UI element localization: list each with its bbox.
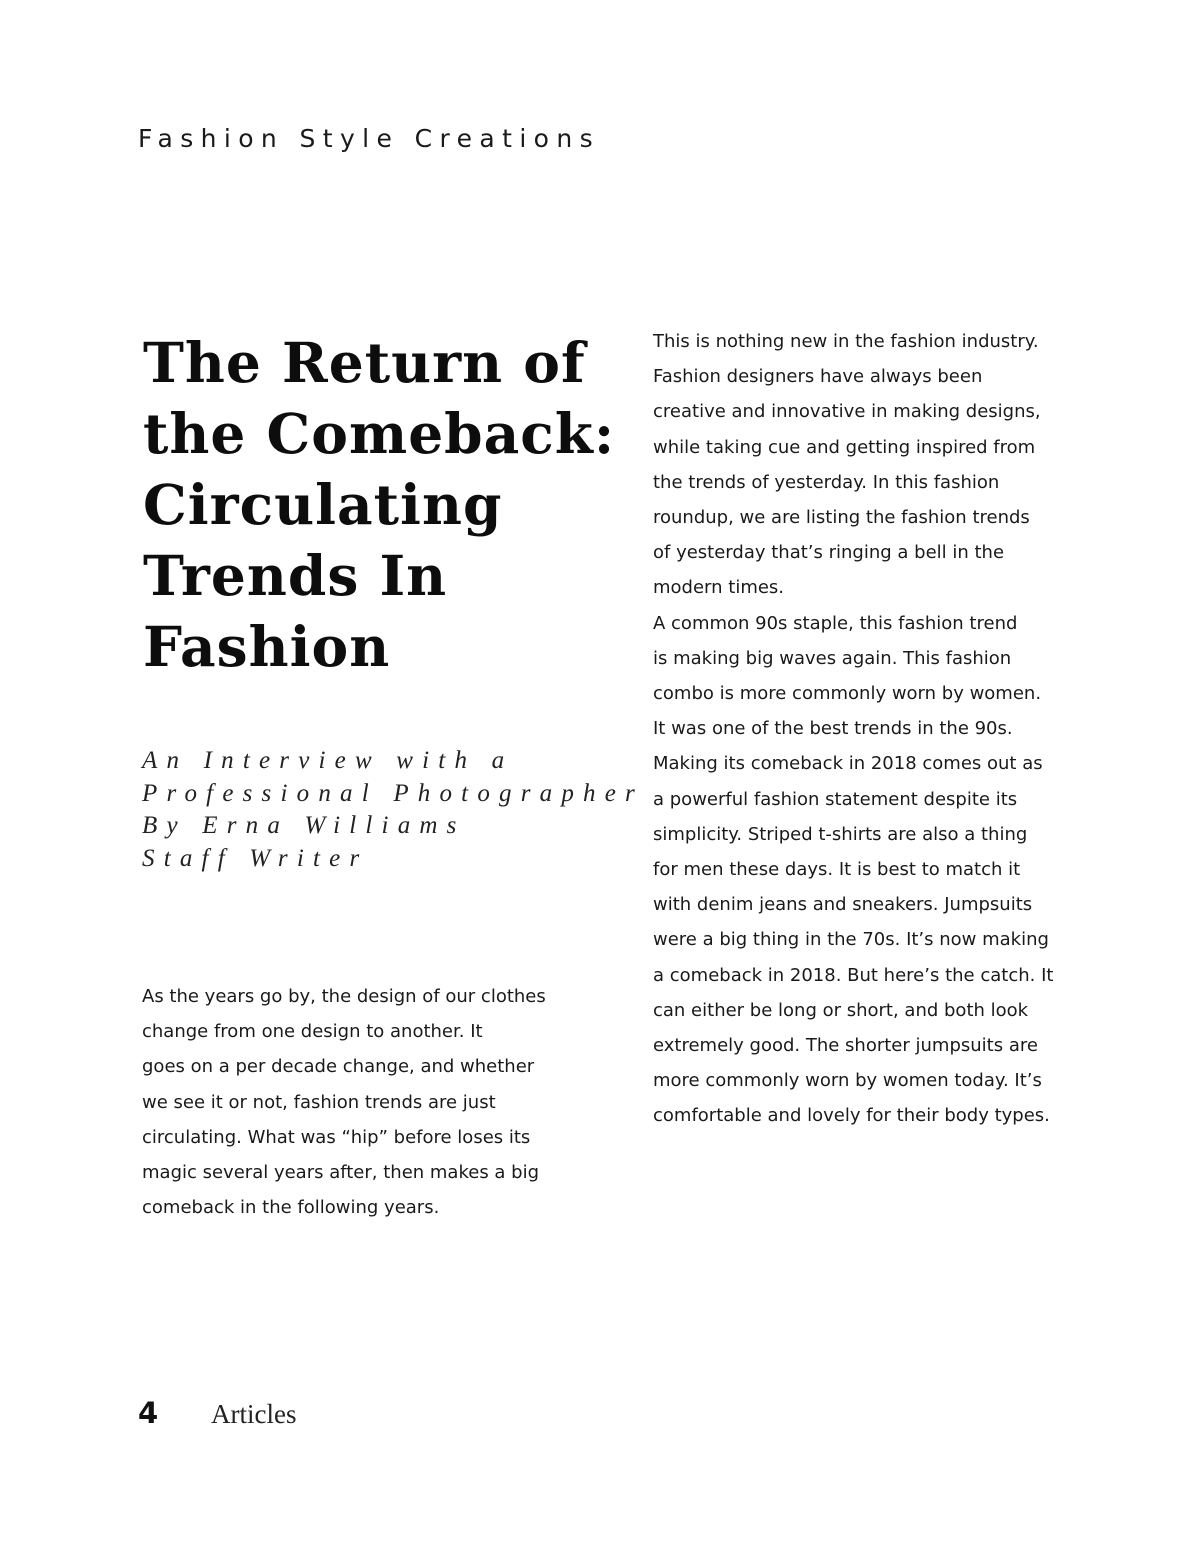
subtitle-line: An Interview with a <box>142 747 514 774</box>
text-line: the trends of yesterday. In this fashion <box>653 471 1000 493</box>
text-line: for men these days. It is best to match it <box>653 859 1021 881</box>
text-line: This is nothing new in the fashion industry. <box>653 331 1039 352</box>
text-line: is making big waves again. This fashion <box>653 647 1012 669</box>
text-line: roundup, we are listing the fashion trends <box>653 507 1030 529</box>
text-line: were a big thing in the 70s. It’s now making <box>653 929 1049 951</box>
text-line: can either be long or short, and both look <box>653 999 1029 1021</box>
text-line: Making its comeback in 2018 comes out as <box>653 753 1043 775</box>
text-line: circulating. What was “hip” before loses its <box>142 1126 531 1148</box>
text-line: comfortable and lovely for their body types. <box>653 1105 1050 1127</box>
title-line: the Comeback: <box>143 401 616 466</box>
text-line: a powerful fashion statement despite its <box>653 788 1018 810</box>
text-line: Fashion designers have always been <box>653 366 983 388</box>
text-line: extremely good. The shorter jumpsuits are <box>653 1035 1038 1057</box>
article-title <box>143 327 615 682</box>
right-column <box>653 324 1053 1134</box>
text-line: A common 90s staple, this fashion trend <box>653 612 1018 634</box>
text-line: It was one of the best trends in the 90s. <box>653 718 1013 740</box>
author-role-line: Staff Writer <box>142 844 369 872</box>
article-subtitle <box>142 745 644 875</box>
text-line: a comeback in 2018. But here’s the catch. It <box>653 964 1054 986</box>
page-number: 4 <box>138 1396 159 1430</box>
title-line: Fashion <box>143 614 391 679</box>
intro-paragraph <box>142 979 546 1225</box>
title-line: Circulating <box>143 472 503 537</box>
text-line: As the years go by, the design of our clothes <box>142 986 546 1007</box>
text-line: we see it or not, fashion trends are just <box>142 1091 496 1113</box>
text-line: simplicity. Striped t-shirts are also a thing <box>653 823 1028 845</box>
text-line: modern times. <box>653 577 785 599</box>
text-line: with denim jeans and sneakers. Jumpsuits <box>653 894 1033 916</box>
subtitle-line: Professional Photographer <box>142 779 644 807</box>
author-line: By Erna Williams <box>142 812 466 839</box>
title-line: The Return of <box>143 330 586 395</box>
text-line: combo is more commonly worn by women. <box>653 683 1042 705</box>
text-line: magic several years after, then makes a big <box>142 1162 540 1184</box>
text-line: goes on a per decade change, and whether <box>142 1056 535 1078</box>
text-line: of yesterday that’s ringing a bell in the <box>653 542 1005 564</box>
body-paragraph-2 <box>653 606 1053 1134</box>
title-line: Trends In <box>143 543 448 608</box>
text-line: change from one design to another. It <box>142 1021 483 1043</box>
publication-brand: Fashion Style Creations <box>138 124 601 153</box>
body-paragraph-1 <box>653 324 1053 606</box>
text-line: creative and innovative in making designs, <box>653 401 1041 423</box>
text-line: while taking cue and getting inspired from <box>653 436 1036 458</box>
text-line: more commonly worn by women today. It’s <box>653 1070 1042 1092</box>
section-label: Articles <box>211 1399 297 1429</box>
text-line: comeback in the following years. <box>142 1197 440 1219</box>
